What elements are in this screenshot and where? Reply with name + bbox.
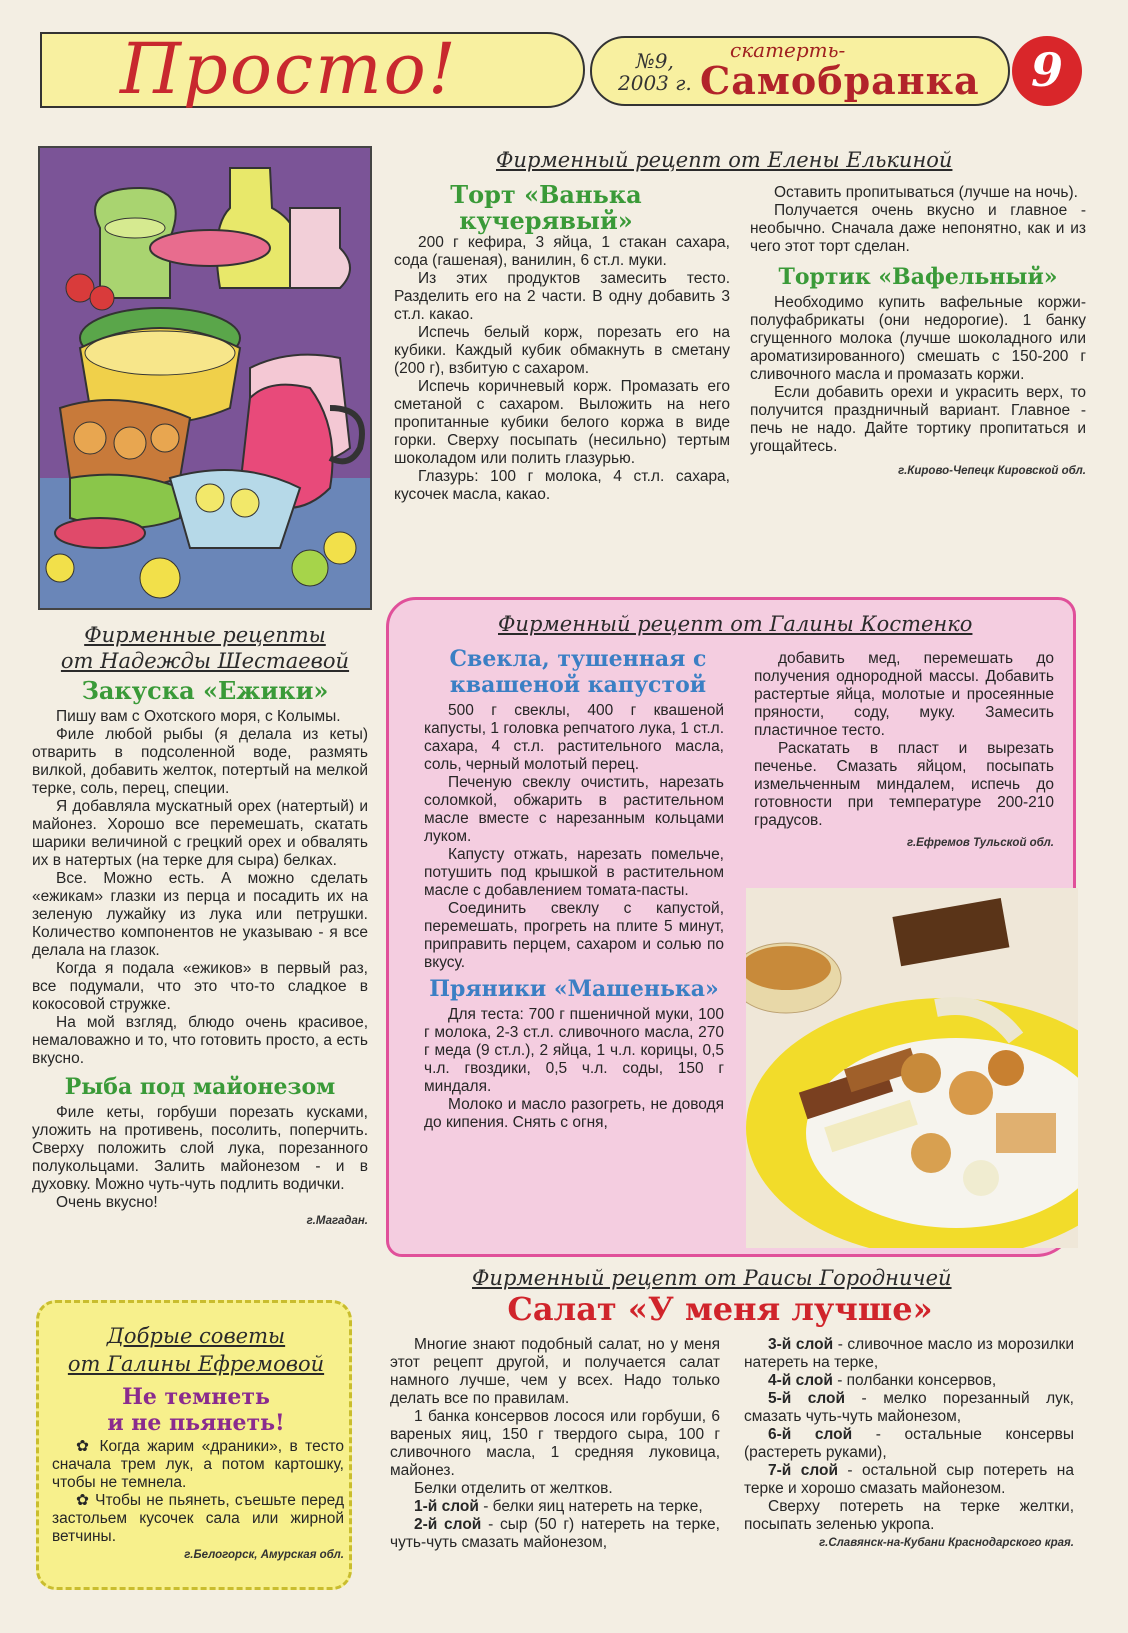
gorodnicheva-recipe-title: Салат «У меня лучше» xyxy=(507,1290,933,1328)
elkina-column-2: Оставить пропитываться (лучше на ночь). Получается очень вкусно и главное - необычно. Сначала даже непонятно, как и из чего этот торт сделан. Тортик «Вафельный» Необходимо купить вафельные коржи-полуфабрикаты (они недорогие). 1 банку сгущенного молока (лучше шоколадного или ароматизированного) смешать с 150-200 г сливочного масла и промазать коржи. Если добавить орехи и украсить верх, то получится праздничный вариант. Главное - печь не надо. Дайте тортику пропитаться и угощайтесь. г.Кирово-Чепецк Кировской обл. xyxy=(750,184,1086,480)
flower-bullet-icon: ✿ xyxy=(76,1492,96,1509)
kostenko-section-heading: Фирменный рецепт от Галины Костенко xyxy=(498,612,973,636)
page-title: Просто! xyxy=(120,28,458,110)
issue-year: 2003 г. xyxy=(618,71,692,95)
efremova-advice-title: Не темнеть и не пьянеть! xyxy=(107,1384,285,1436)
elkina-recipe-title-2: Тортик «Вафельный» xyxy=(778,264,1058,290)
kostenko-signature: г.Ефремов Тульской обл. xyxy=(906,837,1054,849)
brand-logo: Самобранка xyxy=(700,58,980,103)
shestaeva-recipe-title-1: Закуска «Ежики» xyxy=(81,676,329,705)
layer-item: 2-й слой - сыр (50 г) натереть на терке, чуть-чуть смазать майонезом, xyxy=(390,1516,720,1551)
page-number-badge: 9 xyxy=(1012,36,1082,106)
shestaeva-recipe-title-2: Рыба под майонезом xyxy=(64,1074,336,1100)
tip-item: ✿ Чтобы не пьянеть, съешьте перед застольем кусочек сала или жирной ветчины. xyxy=(52,1492,344,1545)
flower-bullet-icon: ✿ xyxy=(76,1438,100,1455)
gorodnicheva-column-2: 3-й слой - сливочное масло из морозилки натереть на терке, 4-й слой - полбанки консервов, 5-й слой - мелко порезанный лук, смазать чуть-чуть майонезом, 6-й слой - остальные консервы (растереть руками), 7-й слой - остальной сыр потереть на терке и хорошо смазать майонезом. Сверху потереть на терке желтки, посыпать зеленью укропа. г.Славянск-на-Кубани Краснодарского края. xyxy=(744,1336,1074,1552)
elkina-column-1: 200 г кефира, 3 яйца, 1 стакан сахара, сода (гашеная), ванилин, 6 ст.л. муки. Из этих продуктов замесить тесто. Разделить его на 2 части. В одну добавить 3 ст.л. какао. Испечь белый корж, порезать его на кубики. Каждый кубик обмакнуть в сметану (200 г), взбитую с сахаром. Испечь коричневый корж. Промазать его сметаной с сахаром. Выложить на него пропитанные кубики белого коржа в виде горки. Сверху посыпать (несильно) тертым шоколадом или полить глазурью. Глазурь: 100 г молока, 4 ст.л. сахара, кусочек масла, какао. xyxy=(394,234,730,503)
gorodnicheva-section-heading: Фирменный рецепт от Раисы Городничей xyxy=(472,1266,952,1290)
cookies-plate-photo xyxy=(746,888,1078,1248)
kostenko-recipe-title-2: Пряники «Машенька» xyxy=(429,976,719,1002)
still-life-pottery-illustration xyxy=(38,146,372,610)
gorodnicheva-column-1: Многие знают подобный салат, но у меня этот рецепт другой, и получается салат намного лучше, чем у всех. Надо только делать все по правилам. 1 банка консервов лосося или горбуши, 6 вареных яиц, 150 г твердого сыра, 100 г сливочного масла, 1 средняя луковица, майонез. Белки отделить от желтков. 1-й слой - белки яиц натереть на терке, 2-й слой - сыр (50 г) натереть на терке, чуть-чуть смазать майонезом, xyxy=(390,1336,720,1551)
efremova-signature: г.Белогорск, Амурская обл. xyxy=(184,1549,344,1561)
gorodnicheva-signature: г.Славянск-на-Кубани Краснодарского края. xyxy=(819,1537,1074,1549)
layer-item: 3-й слой - сливочное масло из морозилки натереть на терке, xyxy=(744,1336,1074,1371)
kostenko-column-2: добавить мед, перемешать до получения однородной массы. Добавить растертые яйца, молотые и просеянные пряности, соду, муку. Замесить пластичное тесто. Раскатать в пласт и вырезать печенье. Смазать яйцом, посыпать измельченным миндалем, испечь до готовности при температуре 200-210 градусов. г.Ефремов Тульской обл. xyxy=(754,650,1054,852)
issue-number: №9, xyxy=(635,49,674,73)
layer-item: 5-й слой - мелко порезанный лук, смазать чуть-чуть майонезом, xyxy=(744,1390,1074,1425)
shestaeva-body-1: Пишу вам с Охотского моря, с Колымы. Филе любой рыбы (я делала из кеты) отварить в подсоленной воде, размять вилкой, добавить желток, потертый на мелкой терке, соль, перец, специи. Я добавляла мускатный орех (натертый) и майонез. Хорошо все перемешать, скатать шарики величиной с грецкий орех и обвалять их в натертых (на терке для сыра) белках. Все. Можно есть. А можно сделать «ежикам» глазки из перца и посадить их на зеленую лужайку из лука или петрушки. Количество компонентов не указываю - я все делала на глазок. Когда я подала «ежиков» в первый раз, все подумали, что это что-то сладкое в кокосовой стружке. На мой взгляд, блюдо очень красивое, немаловажно и то, что готовить просто, а есть вкусно. Рыба под майонезом Филе кеты, горбуши порезать кусками, уложить на противень, посолить, поперчить. Сверху положить слой лука, порезанного полукольцами. Залить майонезом - и в духовку. Можно чуть-чуть подлить водички. Очень вкусно! г.Магадан. xyxy=(32,708,368,1230)
layer-item: 6-й слой - остальные консервы (растереть руками), xyxy=(744,1426,1074,1461)
brand-subtitle: скатерть- xyxy=(730,38,846,62)
tip-item: ✿ Когда жарим «драники», в тесто сначала трем лук, а потом картошку, чтобы не темнела. xyxy=(52,1438,344,1491)
shestaeva-signature: г.Магадан. xyxy=(306,1215,368,1227)
layer-item: 7-й слой - остальной сыр потереть на терке и хорошо смазать майонезом. xyxy=(744,1462,1074,1497)
kostenko-column-1: 500 г свеклы, 400 г квашеной капусты, 1 головка репчатого лука, 1 ст.л. сахара, 4 ст.л. растительного масла, соль, черный молотый перец. Печеную свеклу очистить, нарезать соломкой, обжарить в растительном масле вместе с нарезанным кольцами луком. Капусту отжать, нарезать помельче, потушить под крышкой в растительном масле с добавлением томата-пасты. Соединить свеклу с капустой, перемешать, прогреть на плите 5 минут, приправить перцем, сахаром и солью по вкусу. Пряники «Машенька» Для теста: 700 г пшеничной муки, 100 г молока, 2-3 ст.л. сливочного масла, 270 г меда (9 ст.л.), 2 яйца, 1 ч.л. корицы, 0,5 ч.л. гвоздики, 0,5 ч.л. соды, 150 г миндаля. Молоко и масло разогреть, не доводя до кипения. Снять с огня, xyxy=(424,702,724,1131)
efremova-section-heading: Добрые советы от Галины Ефремовой xyxy=(67,1324,325,1376)
layer-item: 4-й слой - полбанки консервов, xyxy=(768,1372,997,1389)
layer-item: 1-й слой - белки яиц натереть на терке, xyxy=(414,1498,703,1515)
shestaeva-section-heading: Фирменные рецепты от Надежды Шестаевой xyxy=(60,623,350,673)
elkina-section-heading: Фирменный рецепт от Елены Елькиной xyxy=(496,148,953,172)
elkina-signature: г.Кирово-Чепецк Кировской обл. xyxy=(898,465,1086,477)
elkina-recipe-title-1: Торт «Ванька кучерявый» xyxy=(450,180,642,235)
efremova-tips xyxy=(52,1438,344,1564)
issue-info xyxy=(618,50,692,94)
kostenko-recipe-title-1: Свекла, тушенная с квашеной капустой xyxy=(449,646,707,698)
